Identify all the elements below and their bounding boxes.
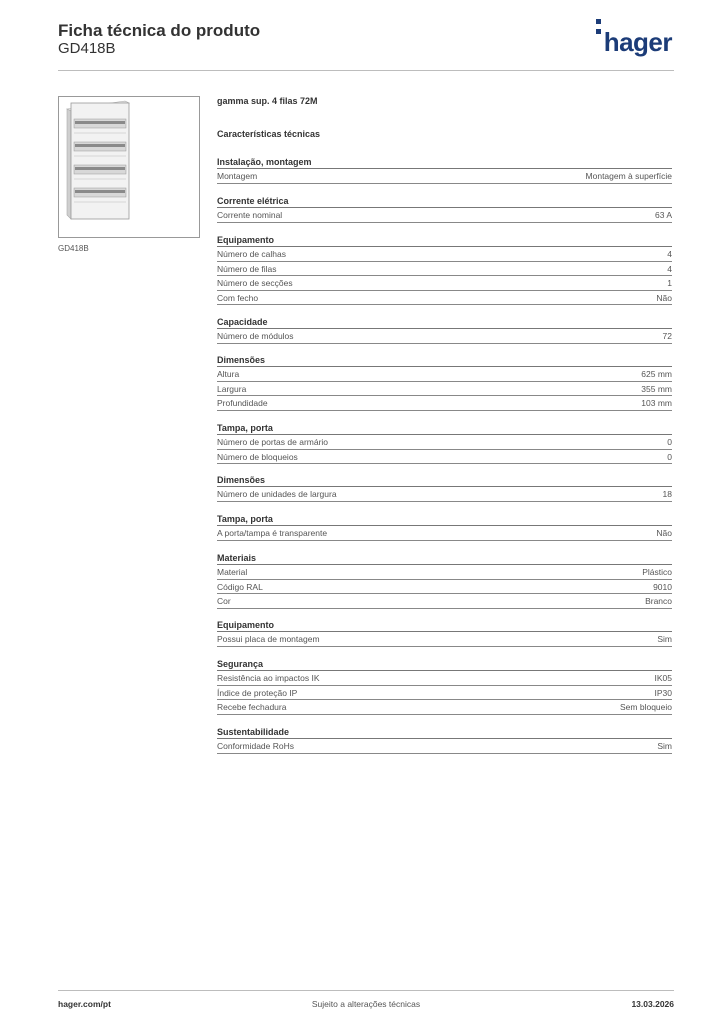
spec-label: Número de portas de armário [217, 437, 329, 447]
image-caption: GD418B [58, 244, 89, 253]
spec-value: Branco [645, 596, 672, 607]
spec-label: Número de secções [217, 278, 293, 289]
spec-heading: Características técnicas [217, 129, 321, 139]
spec-value: IP30 [654, 687, 672, 698]
spec-value: 625 mm [641, 369, 672, 379]
enclosure-illustration [59, 97, 199, 237]
spec-value: 0 [667, 451, 672, 462]
website-link[interactable]: hager.com/pt [58, 999, 111, 1009]
spec-value: 72 [662, 331, 672, 341]
spec-label: Índice de proteção IP [217, 687, 298, 698]
spec-value: Sem bloqueio [620, 702, 672, 713]
spec-row [217, 169, 672, 184]
spec-label: Recebe fechadura [217, 702, 287, 713]
spec-label: Código RAL [217, 581, 263, 592]
spec-section [217, 473, 672, 502]
spec-label: Número de unidades de largura [217, 489, 337, 499]
section-title: Capacidade [217, 315, 672, 329]
spec-label: Profundidade [217, 398, 268, 409]
spec-row [217, 686, 672, 701]
spec-label: Número de calhas [217, 249, 286, 259]
spec-value: IK05 [654, 673, 672, 683]
spec-section [217, 421, 672, 464]
spec-label: Possui placa de montagem [217, 634, 320, 644]
spec-row [217, 632, 672, 647]
spec-value: Montagem à superfície [585, 171, 672, 181]
document-title: Ficha técnica do produto [58, 21, 261, 40]
spec-row [217, 329, 672, 344]
spec-value: Não [656, 528, 672, 538]
spec-row [217, 396, 672, 411]
section-title: Tampa, porta [217, 512, 672, 526]
hager-logo [596, 28, 672, 56]
spec-value: 1 [667, 278, 672, 289]
product-description: gamma sup. 4 filas 72M [217, 96, 318, 106]
spec-label: Número de bloqueios [217, 451, 298, 462]
spec-row [217, 526, 672, 541]
spec-row [217, 291, 672, 306]
section-title: Dimensões [217, 473, 672, 487]
footer-date: 13.03.2026 [631, 999, 674, 1009]
section-title: Equipamento [217, 233, 672, 247]
logo-colon-icon [596, 33, 602, 51]
spec-value: 0 [667, 437, 672, 447]
spec-value: Não [656, 292, 672, 303]
spec-value: 4 [667, 263, 672, 274]
spec-label: Número de módulos [217, 331, 294, 341]
section-title: Materiais [217, 551, 672, 565]
spec-row [217, 580, 672, 595]
spec-row [217, 739, 672, 754]
spec-section [217, 155, 672, 184]
spec-label: Número de filas [217, 263, 277, 274]
spec-label: Montagem [217, 171, 258, 181]
spec-row [217, 247, 672, 262]
spec-label: Altura [217, 369, 240, 379]
spec-label: Largura [217, 383, 247, 394]
spec-label: Resistência ao impactos IK [217, 673, 320, 683]
section-title: Sustentabilidade [217, 725, 672, 739]
spec-value: Plástico [642, 567, 672, 577]
spec-row [217, 276, 672, 291]
spec-section [217, 315, 672, 344]
footer-notice: Sujeito a alterações técnicas [311, 999, 421, 1009]
spec-value: 63 A [654, 210, 672, 220]
spec-row [217, 487, 672, 502]
spec-row [217, 367, 672, 382]
spec-value: 4 [667, 249, 672, 259]
section-title: Equipamento [217, 618, 672, 632]
page-header [58, 20, 674, 71]
spec-row [217, 671, 672, 686]
spec-section [217, 233, 672, 305]
spec-value: 18 [662, 489, 672, 499]
spec-label: Cor [217, 596, 231, 607]
spec-label: Conformidade RoHs [217, 741, 295, 751]
section-title: Dimensões [217, 353, 672, 367]
spec-label: A porta/tampa é transparente [217, 528, 328, 538]
spec-value: Sim [657, 634, 672, 644]
spec-section [217, 725, 672, 754]
section-title: Instalação, montagem [217, 155, 672, 169]
spec-row [217, 565, 672, 580]
spec-row [217, 208, 672, 223]
spec-section [217, 551, 672, 609]
spec-row [217, 450, 672, 465]
logo-text: hager [603, 27, 672, 57]
product-image [58, 96, 200, 238]
spec-value: 355 mm [641, 383, 672, 394]
spec-section [217, 618, 672, 647]
spec-row [217, 382, 672, 397]
section-title: Segurança [217, 657, 672, 671]
spec-label: Com fecho [217, 292, 259, 303]
spec-value: Sim [657, 741, 672, 751]
page-footer [58, 990, 674, 1021]
product-code: GD418B [58, 40, 116, 57]
spec-value: 103 mm [641, 398, 672, 409]
spec-row [217, 435, 672, 450]
spec-value: 9010 [653, 581, 672, 592]
spec-section [217, 512, 672, 541]
spec-row [217, 262, 672, 277]
spec-row [217, 700, 672, 715]
spec-label: Material [217, 567, 248, 577]
spec-section [217, 194, 672, 223]
spec-section [217, 657, 672, 715]
spec-label: Corrente nominal [217, 210, 283, 220]
spec-section [217, 353, 672, 411]
spec-row [217, 594, 672, 609]
section-title: Corrente elétrica [217, 194, 672, 208]
section-title: Tampa, porta [217, 421, 672, 435]
